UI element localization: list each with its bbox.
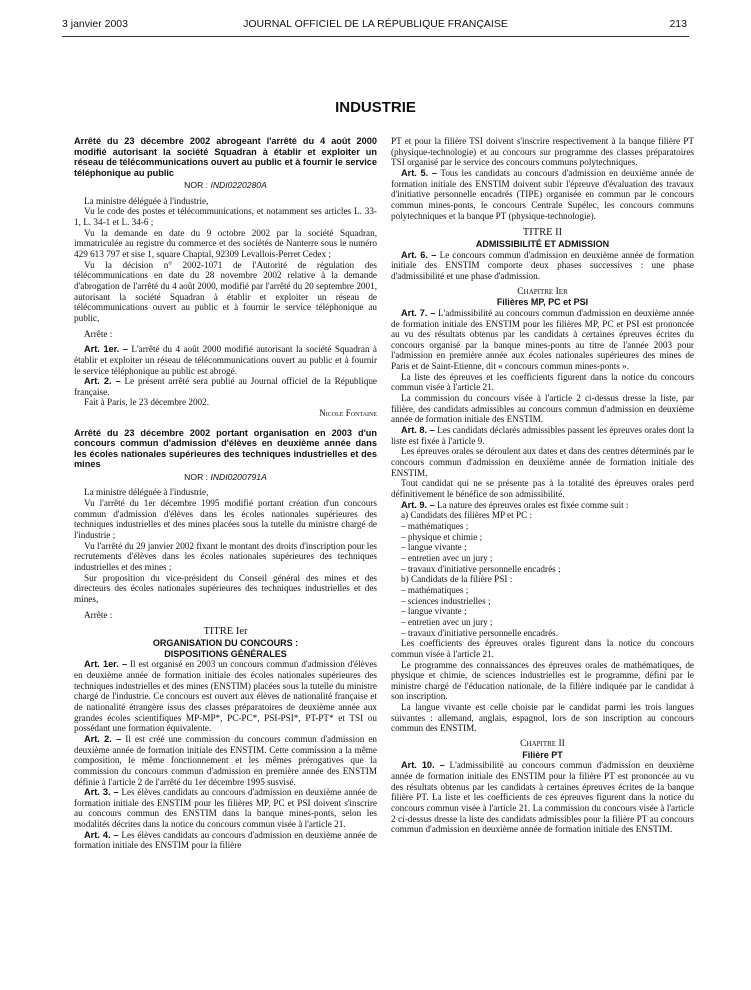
chapter-subheading: Filières MP, PC et PSI bbox=[496, 297, 589, 308]
paragraph: PT et pour la filière TSI doivent s'inscrire respectivement à la banque filière PT (physique-technologie) et au concours sur programme des classes préparatoires TSI organisé par le service des concours communs polytechniques. bbox=[391, 136, 694, 168]
paragraph: La commission du concours visée à l'article 2 ci-dessus dresse la liste, par filière, des candidats admissibles au concours commun d'admission en deuxième année de formation initiale des ENSTIM. bbox=[391, 393, 694, 425]
list-item: – sciences industrielles ; bbox=[401, 595, 491, 606]
article: Art. 6. – Le concours commun d'admission en deuxième année de formation initiale des ENSTIM comporte deux phases successives : une phase d'admissibilité et une phase d'admission. bbox=[391, 249, 695, 281]
paragraph: Vu l'arrêté du 29 janvier 2002 fixant le montant des droits d'inscription pour les recrutements d'élèves dans les écoles nationales supérieures des techniques industrielles et des mines ; bbox=[74, 540, 377, 573]
paragraph: Vu l'arrêté du 1er décembre 1995 modifié portant création d'un concours commun d'admission d'élèves dans les écoles nationales supérieures des techniques industrielles et des mines placées sous la tutelle du ministre chargé de l'industrie ; bbox=[74, 498, 377, 541]
right-column bbox=[391, 136, 694, 835]
list-item: – entretien avec un jury ; bbox=[401, 552, 493, 563]
list-item: – mathématiques ; bbox=[401, 520, 469, 531]
section-title: INDUSTRIE bbox=[335, 99, 416, 116]
list-heading: a) Candidats des filières MP et PC : bbox=[401, 510, 533, 521]
article: Art. 3. – Les élèves candidats au concours d'admission en deuxième année de formation initiale des ENSTIM pour les filières MP, PC et PSI doivent s'inscrire au concours commun des ENSTIM dans la banque mines-ponts, selon les modalités décrites dans la notice du concours commun visée à l'article 21. bbox=[74, 787, 378, 830]
article: Art. 10. – L'admissibilité au concours commun d'admission en deuxième année de formation initiale des ENSTIM pour la filière PT est prononcée au vu des résultats obtenus par les candidats à certaines épreuves écrites de la banque filière PT. La liste et les coefficients de ces épreuves figurent dans la notice du concours commun visée à l'article 21. La commission du concours visée à l'article 2 ci-dessus dresse la liste des candidats admissibles pour la filière PT au concours commun d'admission en deuxième année de formation initiale des ENSTIM. bbox=[391, 760, 695, 835]
list-item: – travaux d'initiative personnelle encadrés. bbox=[401, 627, 559, 638]
titre-heading: TITRE Ier bbox=[203, 626, 248, 638]
paragraph: La langue vivante est celle choisie par le candidat parmi les trois langues suivantes : allemand, anglais, espagnol, lors de son inscription au concours commun des ENSTIM. bbox=[391, 702, 694, 734]
left-column bbox=[74, 136, 377, 851]
paragraph: Vu la demande en date du 9 octobre 2002 par la société Squadran, immatriculée au registre du commerce et des sociétés de Nanterre sous le numéro 429 613 797 et sise 1, square Chaptal, 92309 Levallois-Perret Cedex ; bbox=[74, 227, 377, 259]
header-page-number: 213 bbox=[669, 18, 687, 30]
titre-subheading: ORGANISATION DU CONCOURS : bbox=[152, 637, 299, 648]
paragraph: La ministre déléguée à l'industrie, bbox=[84, 487, 209, 498]
arrete-label: Arrête : bbox=[84, 609, 113, 620]
page-header bbox=[0, 18, 751, 32]
header-rule bbox=[62, 36, 689, 37]
article: Art. 2. – Le présent arrêté sera publié au Journal officiel de la République française. bbox=[74, 376, 377, 397]
header-date: 3 janvier 2003 bbox=[62, 18, 128, 30]
arrete-2-nor: NOR : INDI0200791A bbox=[184, 471, 267, 482]
list-item: – travaux d'initiative personnelle encadrés ; bbox=[401, 563, 561, 574]
arrete-2-title: Arrêté du 23 décembre 2002 portant organisation en 2003 d'un concours commun d'admission d'élèves en deuxième année dans les écoles nationales supérieures des techniques industrielles et des mines bbox=[74, 427, 377, 470]
paragraph: Sur proposition du vice-président du Conseil général des mines et des directeurs des écoles nationales supérieures des techniques industrielles et des mines, bbox=[74, 572, 377, 604]
list-item: – physique et chimie ; bbox=[401, 531, 483, 542]
list-item: – langue vivante ; bbox=[401, 542, 467, 553]
list-item: – entretien avec un jury ; bbox=[401, 616, 493, 627]
article: Art. 7. – L'admissibilité au concours commun d'admission en deuxième année de formation initiale des ENSTIM pour les filières MP, PC et PSI est prononcée au vu des résultats obtenus par les candidats à certaines épreuves écrites du concours organisé par la banque mines-ponts au titre de l'année 2003 pour l'admission en première année aux écoles nationales supérieures des mines de Paris et de Saint-Etienne, dit « concours commun mines-ponts ». bbox=[391, 307, 695, 372]
paragraph: Tout candidat qui ne se présente pas à la totalité des épreuves orales perd définitivement le bénéfice de son admissibilité. bbox=[391, 478, 694, 499]
paragraph: Vu le code des postes et télécommunications, et notamment ses articles L. 33-1, L. 34-1 et L. 34-6 ; bbox=[74, 206, 377, 227]
article: Art. 4. – Les élèves candidats au concours d'admission en deuxième année de formation initiale des ENSTIM pour la filière bbox=[74, 829, 378, 851]
article: Art. 1er. – Il est organisé en 2003 un concours commun d'admission d'élèves en deuxième année de formation initiale des écoles nationales supérieures des techniques industrielles et des mines (ENSTIM) placées sous la tutelle du ministre chargé de l'industrie. Ce concours est ouvert aux élèves de nationalité française et de nationalité étrangère issus des classes préparatoires de deuxième année aux grandes écoles scientifiques MP-MP*, PC-PC*, PSI-PSI*, PT-PT* et TSI ou possédant une formation équivalente. bbox=[74, 659, 377, 734]
titre-subheading: DISPOSITIONS GÉNÉRALES bbox=[164, 648, 287, 659]
paragraph: La liste des épreuves et les coefficients figurent dans la notice du concours commun visée à l'article 21. bbox=[391, 371, 694, 393]
paragraph: Fait à Paris, le 23 décembre 2002. bbox=[84, 397, 210, 408]
article: Art. 1er. – L'arrêté du 4 août 2000 modifié autorisant la société Squadran à établir et exploiter un réseau de télécommunications ouvert au public et à fournir le service téléphonique au public est abrogé. bbox=[74, 344, 377, 376]
list-item: – langue vivante ; bbox=[401, 606, 467, 617]
arrete-label: Arrête : bbox=[84, 328, 113, 339]
header-journal-title: JOURNAL OFFICIEL DE LA RÉPUBLIQUE FRANÇAISE bbox=[243, 18, 508, 30]
article: Art. 9. – La nature des épreuves orales est fixée comme suit : bbox=[401, 499, 629, 510]
signature: Nicole Fontaine bbox=[319, 408, 377, 419]
paragraph: La ministre déléguée à l'industrie, bbox=[84, 195, 209, 206]
chapter-heading: Chapitre II bbox=[520, 738, 565, 750]
titre-subheading: ADMISSIBILITÉ ET ADMISSION bbox=[475, 238, 610, 249]
paragraph: Les coefficients des épreuves orales figurent dans la notice du concours commun visée à l'article 21. bbox=[391, 638, 694, 659]
list-heading: b) Candidats de la filière PSI : bbox=[401, 574, 513, 585]
chapter-subheading: Filière PT bbox=[522, 749, 563, 760]
article: Art. 2. – Il est créé une commission du concours commun d'admission en deuxième année de formation initiale des ENSTIM. Cette commission a la même composition, le même fonctionnement et les mêmes prérogatives que la commission du concours commun d'admission en première année des ENSTIM définie à l'article 2 de l'arrêté du 1er décembre 1995 susvisé. bbox=[74, 733, 378, 787]
arrete-1-nor: NOR : INDI0220280A bbox=[184, 180, 267, 190]
paragraph: Le programme des connaissances des épreuves orales de mathématiques, de physique et chimie, de sciences industrielles est le programme, défini par le ministre chargé de l'éducation nationale, de la filière indiquée par le candidat à son inscription. bbox=[391, 659, 694, 702]
titre-heading: TITRE II bbox=[522, 227, 563, 239]
article: Art. 5. – Tous les candidats au concours d'admission en deuxième année de formation initiale des ENSTIM doivent subir l'épreuve d'évaluation des travaux d'initiative personnelle encadrés (TIPE) organisée en commun par le concours commun mines-ponts, le concours Centrale Supélec, les concours communs polytechniques et la banque PT (physique-technologie). bbox=[391, 167, 695, 221]
paragraph: Vu la décision n° 2002-1071 de l'Autorité de régulation des télécommunications en date du 28 novembre 2002 relative à la demande d'abrogation de l'arrêté du 4 août 2000, modifié par l'arrêté du 20 septembre 2001, autorisant la société Squadran à établir et exploiter un réseau de télécommunications ouvert au public et à fournir le service téléphonique au public, bbox=[74, 259, 377, 323]
list-item: – mathématiques ; bbox=[401, 584, 469, 595]
chapter-heading: Chapitre Ier bbox=[517, 285, 568, 297]
arrete-1-title: Arrêté du 23 décembre 2002 abrogeant l'arrêté du 4 août 2000 modifié autorisant la société Squadran à établir et exploiter un réseau de télécommunications ouvert au public et à fournir le service téléphonique au public bbox=[74, 136, 377, 178]
article: Art. 8. – Les candidats déclarés admissibles passent les épreuves orales dont la liste est fixée à l'article 9. bbox=[391, 425, 695, 446]
paragraph: Les épreuves orales se déroulent aux dates et dans des centres déterminés par le concours commun d'admission en deuxième année de formation initiale des ENSTIM. bbox=[391, 446, 694, 478]
